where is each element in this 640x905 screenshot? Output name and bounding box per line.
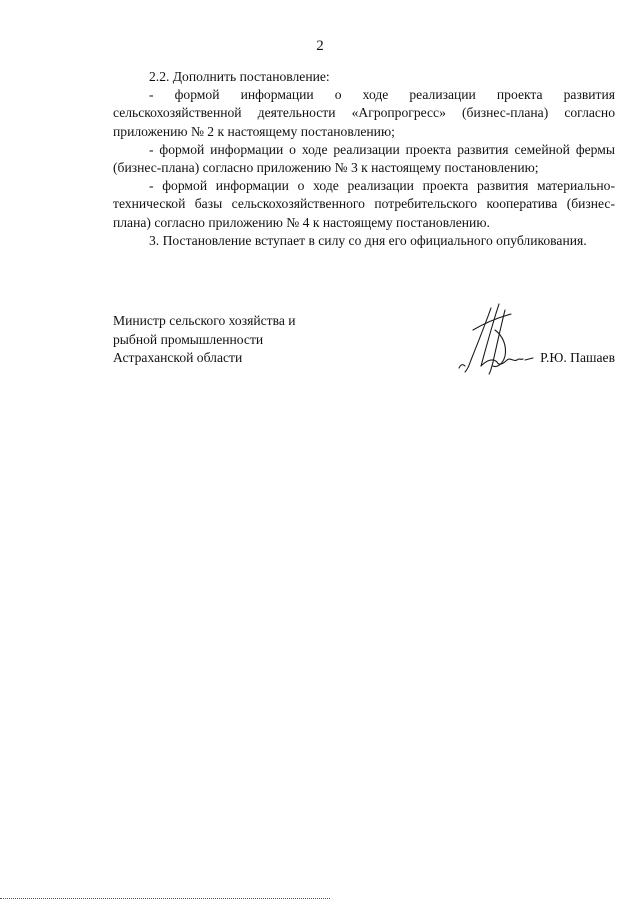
signatory-position-line-2: рыбной промышленности <box>113 331 264 347</box>
paragraph-form-agroprogress: - формой информации о ходе реализации проекта развития сельскохозяйственной деятельности «Агропрогресс» (бизнес-плана) согласно приложению № 2 к настоящему постановлению; <box>113 87 615 139</box>
paragraph-entry-into-force: 3. Постановление вступает в силу со дня его официального опубликования. <box>149 232 587 248</box>
paragraph-form-family-farm: - формой информации о ходе реализации проекта развития семейной фермы (бизнес-плана) согласно приложению № 3 к настоящему постановлению; <box>113 141 615 176</box>
paragraph-2-2: 2.2. Дополнить постановление: <box>149 69 330 84</box>
paragraph-form-cooperative: - формой информации о ходе реализации проекта развития материально-технической базы сельскохозяйственного потребительского кооператива (бизнес-плана) согласно приложению № 4 к настоящему постановлению. <box>113 178 615 230</box>
handwritten-signature <box>453 300 545 380</box>
signatory-position-line-1: Министр сельского хозяйства и <box>113 313 296 328</box>
document-body <box>113 68 615 250</box>
signatory-name: Р.Ю. Пашаев <box>540 350 615 365</box>
signatory-position-line-3: Астраханской области <box>113 350 243 365</box>
bottom-dotted-line <box>0 898 330 899</box>
signature-block <box>113 312 615 382</box>
page-number: 2 <box>316 38 324 54</box>
